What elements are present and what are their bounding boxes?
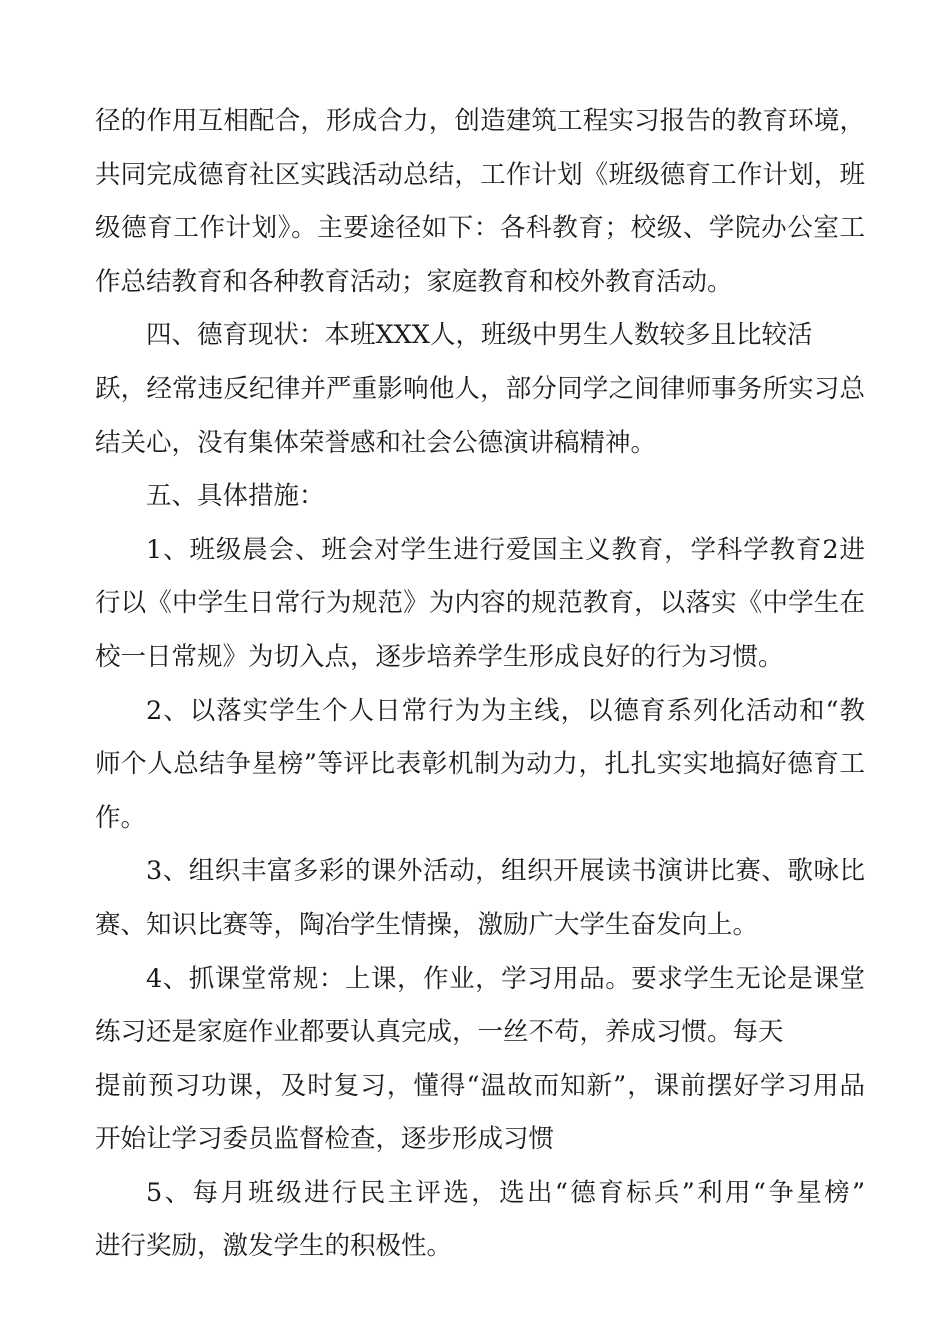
text-line: 练习还是家庭作业都要认真完成，一丝不苟，养成习惯。每天 [95, 1017, 784, 1048]
text-line: 作。 [95, 802, 147, 833]
text-line: 提前预习功课，及时复习，懂得“温故而知新”，课前摆好学习用品 [95, 1070, 865, 1101]
text-line: 进行奖励，激发学生的积极性。 [95, 1231, 453, 1262]
text-line: 作总结教育和各种教育活动；家庭教育和校外教育活动。 [95, 266, 733, 297]
text-line: 五、具体措施： [146, 481, 325, 512]
text-line: 级德育工作计划》。主要途径如下：各科教育；校级、学院办公室工 [95, 213, 865, 244]
text-line: 结关心，没有集体荣誉感和社会公德演讲稿精神。 [95, 427, 657, 458]
text-line: 校一日常规》为切入点，逐步培养学生形成良好的行为习惯。 [95, 641, 784, 672]
text-line: 共同完成德育社区实践活动总结，工作计划《班级德育工作计划，班 [95, 159, 865, 190]
text-line: 赛、知识比赛等，陶冶学生情操，激励广大学生奋发向上。 [95, 909, 759, 940]
text-line: 跃，经常违反纪律并严重影响他人，部分同学之间律师事务所实习总 [95, 373, 865, 404]
text-line: 径的作用互相配合，形成合力，创造建筑工程实习报告的教育环境， [95, 106, 865, 136]
text-line: 1、班级晨会、班会对学生进行爱国主义教育，学科学教育2进 [146, 534, 865, 565]
text-line: 师个人总结争星榜”等评比表彰机制为动力，扎扎实实地搞好德育工 [95, 749, 865, 780]
text-line: 开始让学习委员监督检查，逐步形成习惯 [95, 1124, 555, 1155]
text-line: 四、德育现状：本班XXX人，班级中男生人数较多且比较活 [146, 320, 813, 351]
text-line: 2、以落实学生个人日常行为为主线，以德育系列化活动和“教 [146, 695, 865, 726]
text-line: 3、组织丰富多彩的课外活动，组织开展读书演讲比赛、歌咏比 [146, 856, 865, 887]
text-line: 行以《中学生日常行为规范》为内容的规范教育，以落实《中学生在 [95, 588, 865, 619]
document-body [95, 95, 865, 1274]
text-line: 5、每月班级进行民主评选，选出“德育标兵”利用“争星榜” [146, 1177, 865, 1208]
text-line: 4、抓课堂常规：上课，作业，学习用品。要求学生无论是课堂 [146, 963, 865, 994]
